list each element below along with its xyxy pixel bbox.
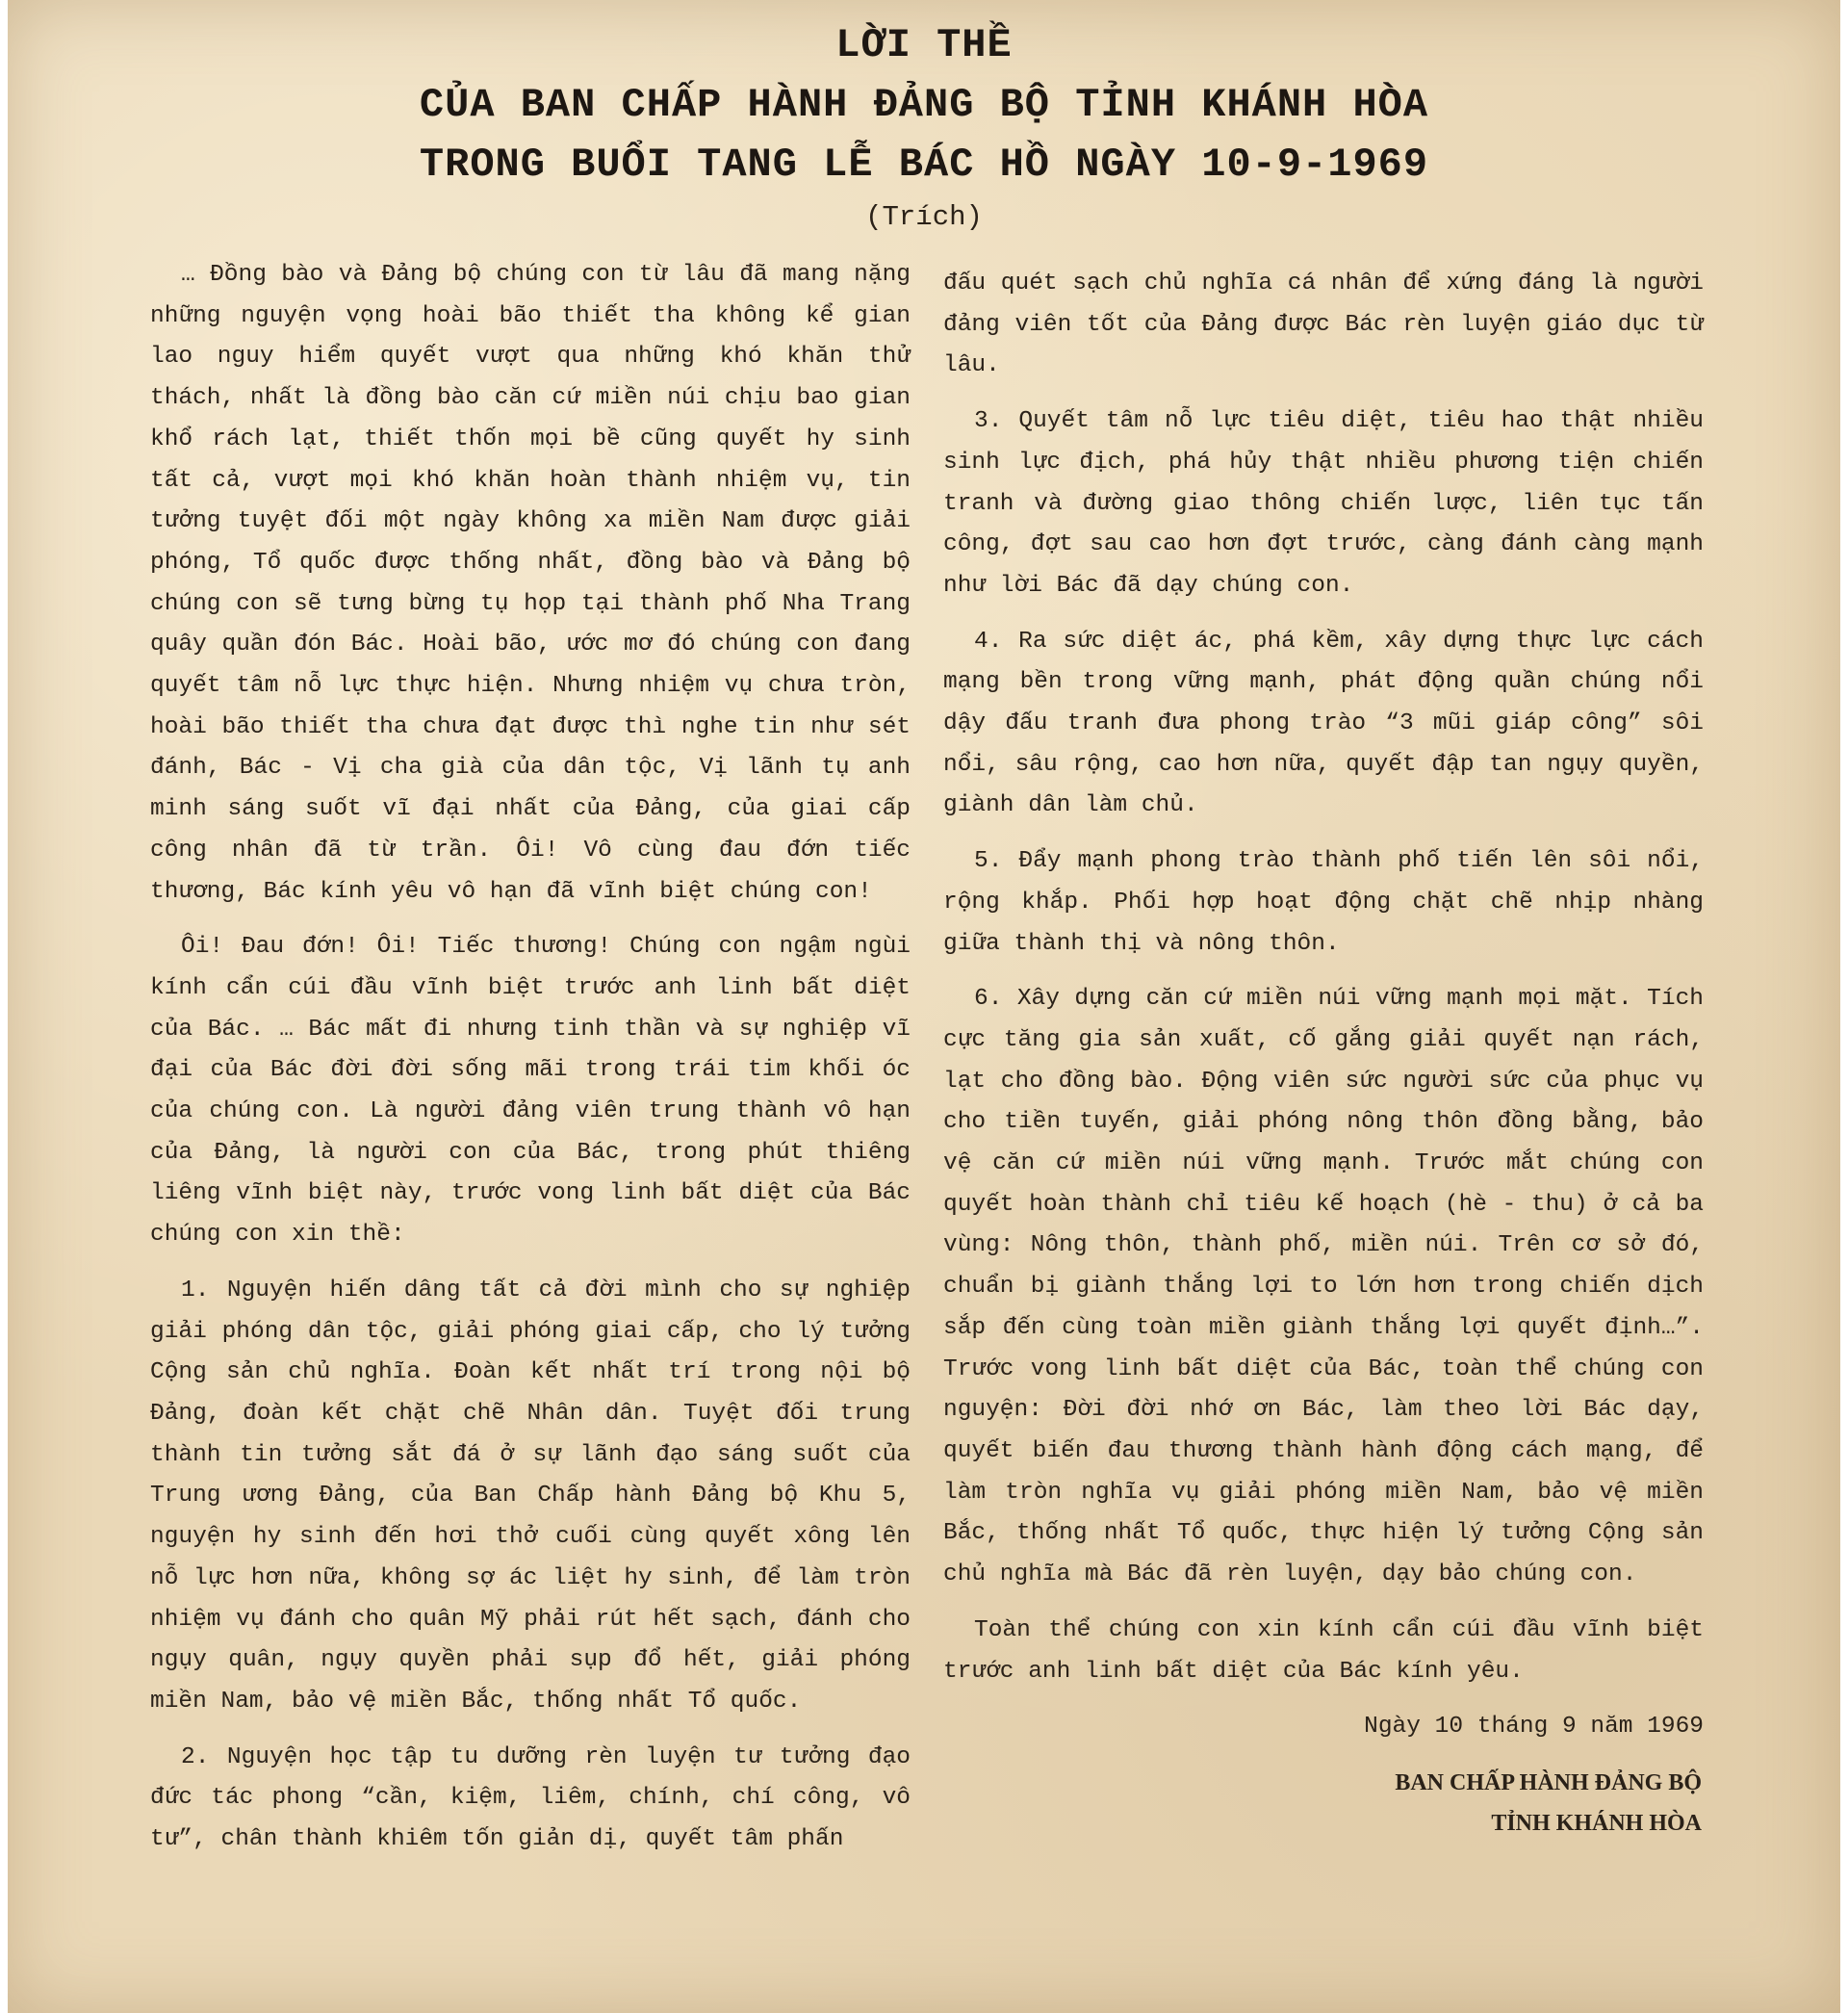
paragraph-pledge-5: 5. Đẩy mạnh phong trào thành phố tiến lên sôi nổi, rộng khắp. Phối hợp hoạt động chặt chẽ nhịp nhàng giữa thành thị và nông thôn. bbox=[943, 848, 1704, 957]
signature-line-1: BAN CHẤP HÀNH ĐẢNG BỘ bbox=[1395, 1769, 1702, 1795]
title-line-1: LỜI THỀ bbox=[835, 22, 1013, 68]
paragraph-pledge-2-continued: đấu quét sạch chủ nghĩa cá nhân để xứng đáng là người đảng viên tốt của Đảng được Bác rèn luyện giáo dục từ lâu. bbox=[943, 271, 1704, 379]
title-line-2: CỦA BAN CHẤP HÀNH ĐẢNG BỘ TỈNH KHÁNH HÒA bbox=[419, 82, 1429, 128]
left-column bbox=[150, 255, 911, 1875]
paragraph-pledge-6: 6. Xây dựng căn cứ miền núi vững mạnh mọi mặt. Tích cực tăng gia sản xuất, cố gắng giải quyết nạn rách, lạt cho đồng bào. Động viên sức người sức của phục vụ cho tiền tuyến, giải phóng nông thôn đồng bằng, bảo vệ căn cứ miền núi vững mạnh. Trước mắt chúng con quyết hoàn thành chỉ tiêu kế hoạch (hè - thu) ở cả ba vùng: Nông thôn, thành phố, miền núi. Trên cơ sở đó, chuẩn bị giành thắng lợi to lớn hơn trong chiến dịch sắp đến cùng toàn miền giành thắng lợi quyết định…”. Trước vong linh bất diệt của Bác, toàn thể chúng con nguyện: Đời đời nhớ ơn Bác, làm theo lời Bác dạy, quyết biến đau thương thành hành động cách mạng, để làm tròn nghĩa vụ giải phóng miền Nam, bảo vệ miền Bắc, thống nhất Tổ quốc, thực hiện lý tưởng Cộng sản chủ nghĩa mà Bác đã rèn luyện, dạy bảo chúng con. bbox=[943, 986, 1704, 1588]
title-line-3: TRONG BUỔI TANG LỄ BÁC HỒ NGÀY 10-9-1969 bbox=[419, 142, 1429, 188]
right-column bbox=[943, 264, 1704, 1844]
paragraph-pledge-1: 1. Nguyện hiến dâng tất cả đời mình cho sự nghiệp giải phóng dân tộc, giải phóng giai cấp, cho lý tưởng Cộng sản chủ nghĩa. Đoàn kết nhất trí trong nội bộ Đảng, đoàn kết chặt chẽ Nhân dân. Tuyệt đối trung thành tin tưởng sắt đá ở sự lãnh đạo sáng suốt của Trung ương Đảng, của Ban Chấp hành Đảng bộ Khu 5, nguyện hy sinh đến hơi thở cuối cùng quyết xông lên nỗ lực hơn nữa, không sợ ác liệt hy sinh, để làm tròn nhiệm vụ đánh cho quân Mỹ phải rút hết sạch, đánh cho ngụy quân, ngụy quyền phải sụp đổ hết, giải phóng miền Nam, bảo vệ miền Bắc, thống nhất Tổ quốc. bbox=[150, 1277, 911, 1715]
document-header bbox=[8, 15, 1840, 239]
excerpt-note: (Trích) bbox=[865, 201, 983, 233]
signature-block bbox=[943, 1763, 1704, 1844]
paragraph-oath-preamble: Ôi! Đau đớn! Ôi! Tiếc thương! Chúng con ngậm ngùi kính cẩn cúi đầu vĩnh biệt trước anh linh bất diệt của Bác. … Bác mất đi nhưng tinh thần và sự nghiệp vĩ đại của Bác đời đời sống mãi trong trái tim khối óc của chúng con. Là người đảng viên trung thành vô hạn của Đảng, là người con của Bác, trong phút thiêng liêng vĩnh biệt này, trước vong linh bất diệt của Bác chúng con xin thề: bbox=[150, 934, 911, 1249]
paragraph-pledge-4: 4. Ra sức diệt ác, phá kềm, xây dựng thực lực cách mạng bền trong vững mạnh, phát động quần chúng nổi dậy đấu tranh đưa phong trào “3 mũi giáp công” sôi nổi, sâu rộng, cao hơn nữa, quyết đập tan ngụy quyền, giành dân làm chủ. bbox=[943, 628, 1704, 819]
paragraph-pledge-3: 3. Quyết tâm nỗ lực tiêu diệt, tiêu hao thật nhiều sinh lực địch, phá hủy thật nhiều phương tiện chiến tranh và đường giao thông chiến lược, liên tục tấn công, đợt sau cao hơn đợt trước, càng đánh càng mạnh như lời Bác đã dạy chúng con. bbox=[943, 408, 1704, 599]
signature-line-2: TỈNH KHÁNH HÒA bbox=[1491, 1810, 1702, 1836]
paragraph-intro: … Đồng bào và Đảng bộ chúng con từ lâu đã mang nặng những nguyện vọng hoài bão thiết tha không kể gian lao nguy hiểm quyết vượt qua những khó khăn thử thách, nhất là đồng bào căn cứ miền núi chịu bao gian khổ rách lạt, thiết thốn mọi bề cũng quyết hy sinh tất cả, vượt mọi khó khăn hoàn thành nhiệm vụ, tin tưởng tuyệt đối một ngày không xa miền Nam được giải phóng, Tổ quốc được thống nhất, đồng bào và Đảng bộ chúng con sẽ tưng bừng tụ họp tại thành phố Nha Trang quây quần đón Bác. Hoài bão, ước mơ đó chúng con đang quyết tâm nỗ lực thực hiện. Nhưng nhiệm vụ chưa tròn, hoài bão thiết tha chưa đạt được thì nghe tin như sét đánh, Bác - Vị cha già của dân tộc, Vị lãnh tụ anh minh sáng suốt vĩ đại nhất của Đảng, của giai cấp công nhân đã từ trần. Ôi! Vô cùng đau đớn tiếc thương, Bác kính yêu vô hạn đã vĩnh biệt chúng con! bbox=[150, 262, 911, 905]
paragraph-pledge-2: 2. Nguyện học tập tu dưỡng rèn luyện tư tưởng đạo đức tác phong “cần, kiệm, liêm, chính, chí công, vô tư”, chân thành khiêm tốn giản dị, quyết tâm phấn bbox=[150, 1743, 911, 1853]
document-page bbox=[8, 0, 1840, 2013]
date-line: Ngày 10 tháng 9 năm 1969 bbox=[1364, 1714, 1704, 1741]
paragraph-closing: Toàn thể chúng con xin kính cẩn cúi đầu vĩnh biệt trước anh linh bất diệt của Bác kính yêu. bbox=[943, 1616, 1704, 1685]
